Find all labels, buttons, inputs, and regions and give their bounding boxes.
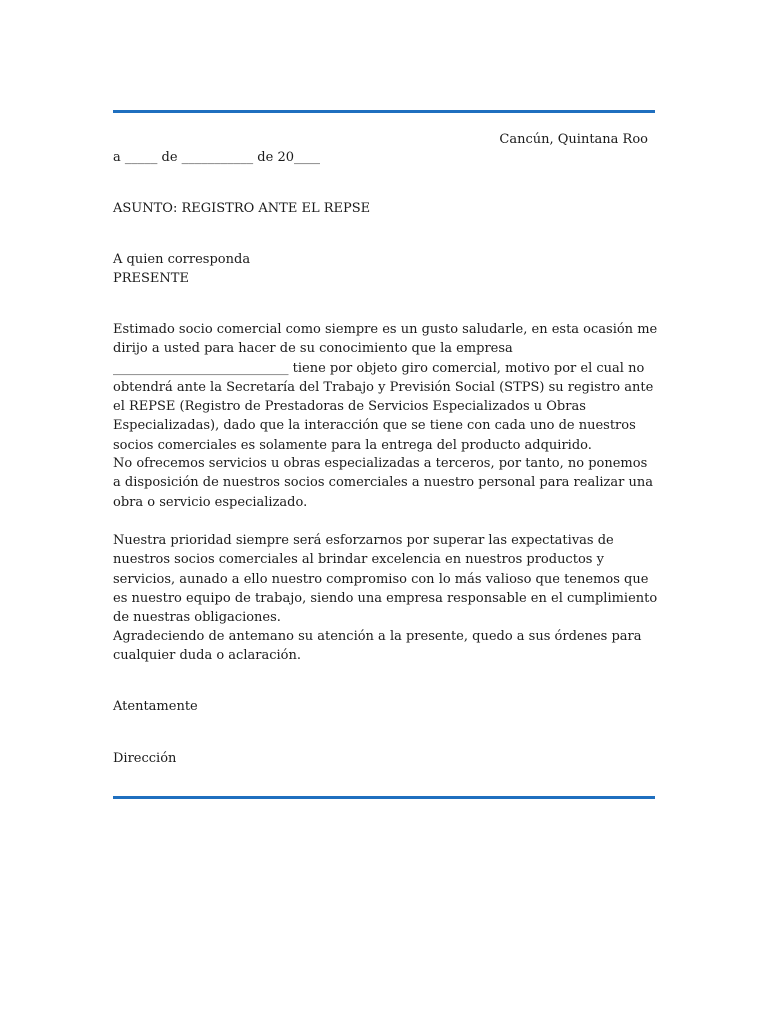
closing-line: Atentamente: [113, 699, 198, 714]
city-line: Cancún, Quintana Roo: [499, 132, 648, 147]
paragraph-text: Agradeciendo de antemano su atención a la presente, quedo a sus órdenes para cualquier duda o aclaración.: [113, 629, 642, 664]
bottom-divider: [113, 796, 655, 799]
signature-line: Dirección: [113, 751, 177, 766]
subject-line: ASUNTO: REGISTRO ANTE EL REPSE: [113, 201, 371, 216]
paragraph-text: Estimado socio comercial como siempre es un gusto saludarle, en esta ocasión me dirijo a usted para hacer de su conocimiento que la empresa ___________________________ tiene por objeto giro comercial, motivo por el cual no obtendrá ante la Secretaría del Trabajo y Previsión Social (STPS) su registro ante el REPSE (Registro de Prestadoras de Servicios Especializados u Obras Especializadas), dado que la interacción que se tiene con cada uno de nuestros socios comerciales es solamente para la entrega del producto adquirido.: [113, 322, 658, 453]
body-paragraph-3: [113, 531, 658, 627]
paragraph-text: No ofrecemos servicios u obras especializadas a terceros, por tanto, no ponemos a disposición de nuestros socios comerciales a nuestro personal para realizar una obra o servicio especializado.: [113, 456, 653, 510]
salutation-line-1: A quien corresponda: [113, 252, 251, 267]
paragraph-text: Nuestra prioridad siempre será esforzarnos por superar las expectativas de nuestros socios comerciales al brindar excelencia en nuestros productos y servicios, aunado a ello nuestro compromiso con lo más valioso que tenemos que es nuestro equipo de trabajo, siendo una empresa responsable en el cumplimiento de nuestras obligaciones.: [113, 533, 658, 626]
top-divider: [113, 110, 655, 113]
body-paragraph-2: [113, 454, 658, 512]
salutation-line-2: PRESENTE: [113, 271, 189, 287]
body-paragraph-4: [113, 627, 658, 666]
body-paragraph-1: [113, 320, 658, 455]
date-line: a _____ de ___________ de 20____: [113, 150, 320, 165]
salutation: [113, 250, 658, 289]
